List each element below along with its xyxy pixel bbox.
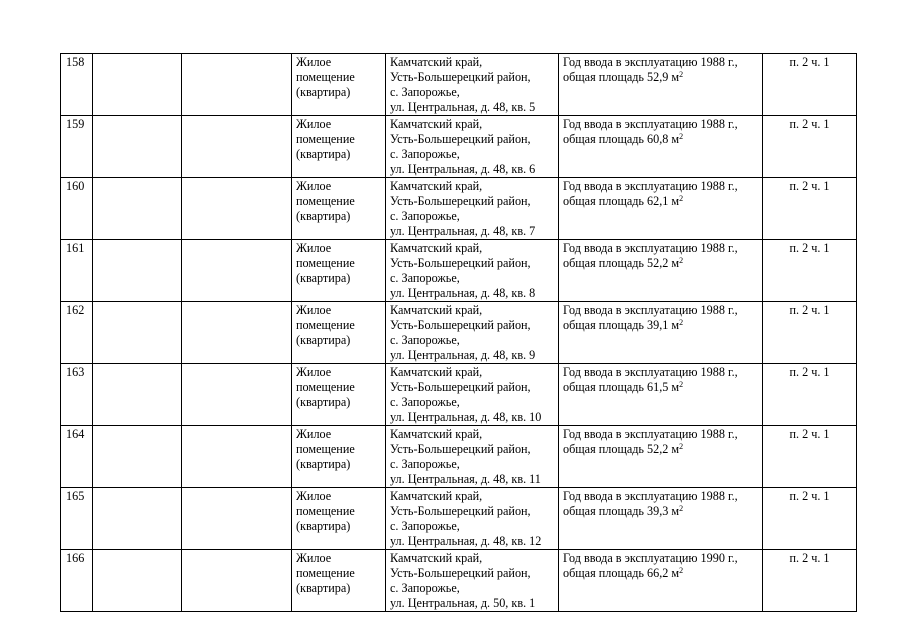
description-cell [559, 178, 763, 240]
area-unit-superscript: 2 [679, 318, 684, 327]
area-line [563, 566, 758, 581]
description-line: Год ввода в эксплуатацию 1990 г., [563, 551, 738, 565]
address-line: Усть-Большерецкий район, [390, 194, 531, 208]
description-cell [559, 240, 763, 302]
empty-cell [93, 178, 182, 240]
address-cell [386, 488, 559, 550]
property-type-line: Жилое [296, 55, 332, 69]
address-line: Усть-Большерецкий район, [390, 132, 531, 146]
property-registry-table [60, 53, 857, 612]
address-line: с. Запорожье, [390, 85, 460, 99]
property-type-line: (квартира) [296, 209, 351, 223]
description-cell [559, 302, 763, 364]
property-type-line: помещение [296, 132, 355, 146]
description-line: Год ввода в эксплуатацию 1988 г., [563, 179, 738, 193]
address-cell [386, 550, 559, 612]
area-text: общая площадь 52,2 м [563, 442, 680, 456]
address-line: с. Запорожье, [390, 271, 460, 285]
description-line: Год ввода в эксплуатацию 1988 г., [563, 427, 738, 441]
table-row [61, 488, 857, 550]
area-line [563, 194, 758, 209]
table-row [61, 54, 857, 116]
property-type-line: (квартира) [296, 581, 351, 595]
row-number-cell: 163 [61, 364, 93, 426]
table-row [61, 240, 857, 302]
row-number-cell: 166 [61, 550, 93, 612]
legal-basis-cell: п. 2 ч. 1 [763, 364, 857, 426]
empty-cell [182, 426, 292, 488]
address-line: ул. Центральная, д. 48, кв. 6 [390, 162, 536, 176]
address-line: Камчатский край, [390, 551, 483, 565]
property-type-cell [292, 240, 386, 302]
legal-basis-cell: п. 2 ч. 1 [763, 550, 857, 612]
area-text: общая площадь 61,5 м [563, 380, 680, 394]
area-text: общая площадь 62,1 м [563, 194, 680, 208]
property-type-line: помещение [296, 504, 355, 518]
address-cell [386, 178, 559, 240]
area-unit-superscript: 2 [679, 504, 684, 513]
empty-cell [182, 116, 292, 178]
empty-cell [93, 550, 182, 612]
address-line: ул. Центральная, д. 48, кв. 7 [390, 224, 536, 238]
address-cell [386, 302, 559, 364]
property-type-line: помещение [296, 318, 355, 332]
address-line: ул. Центральная, д. 48, кв. 11 [390, 472, 541, 486]
address-line: Усть-Большерецкий район, [390, 504, 531, 518]
address-line: с. Запорожье, [390, 457, 460, 471]
legal-basis-cell: п. 2 ч. 1 [763, 54, 857, 116]
property-type-line: Жилое [296, 117, 332, 131]
address-cell [386, 364, 559, 426]
registry-table-body [61, 54, 857, 612]
row-number-cell: 164 [61, 426, 93, 488]
property-type-line: Жилое [296, 365, 332, 379]
address-line: с. Запорожье, [390, 581, 460, 595]
address-cell [386, 116, 559, 178]
empty-cell [182, 240, 292, 302]
row-number-cell: 165 [61, 488, 93, 550]
area-text: общая площадь 52,9 м [563, 70, 680, 84]
property-type-line: (квартира) [296, 85, 351, 99]
property-type-line: (квартира) [296, 519, 351, 533]
table-row [61, 426, 857, 488]
table-row [61, 364, 857, 426]
legal-basis-cell: п. 2 ч. 1 [763, 178, 857, 240]
address-line: с. Запорожье, [390, 333, 460, 347]
empty-cell [93, 54, 182, 116]
description-line: Год ввода в эксплуатацию 1988 г., [563, 241, 738, 255]
empty-cell [93, 488, 182, 550]
address-line: Камчатский край, [390, 489, 483, 503]
empty-cell [93, 364, 182, 426]
row-number-cell: 160 [61, 178, 93, 240]
address-line: ул. Центральная, д. 48, кв. 12 [390, 534, 542, 548]
description-cell [559, 550, 763, 612]
area-unit-superscript: 2 [679, 132, 684, 141]
empty-cell [93, 240, 182, 302]
property-type-line: Жилое [296, 427, 332, 441]
description-cell [559, 364, 763, 426]
empty-cell [182, 54, 292, 116]
property-type-line: Жилое [296, 303, 332, 317]
address-line: ул. Центральная, д. 48, кв. 10 [390, 410, 542, 424]
area-line [563, 70, 758, 85]
address-line: с. Запорожье, [390, 147, 460, 161]
property-type-line: (квартира) [296, 271, 351, 285]
row-number-cell: 162 [61, 302, 93, 364]
address-line: Камчатский край, [390, 303, 483, 317]
address-line: Усть-Большерецкий район, [390, 442, 531, 456]
description-cell [559, 116, 763, 178]
legal-basis-cell: п. 2 ч. 1 [763, 116, 857, 178]
empty-cell [182, 302, 292, 364]
property-type-line: помещение [296, 442, 355, 456]
empty-cell [182, 550, 292, 612]
area-line [563, 132, 758, 147]
property-type-line: помещение [296, 380, 355, 394]
area-line [563, 318, 758, 333]
property-type-line: Жилое [296, 241, 332, 255]
address-line: Камчатский край, [390, 365, 483, 379]
property-type-cell [292, 178, 386, 240]
area-unit-superscript: 2 [679, 442, 684, 451]
property-type-cell [292, 54, 386, 116]
empty-cell [93, 302, 182, 364]
property-type-cell [292, 550, 386, 612]
address-line: Камчатский край, [390, 427, 483, 441]
area-text: общая площадь 39,1 м [563, 318, 680, 332]
row-number-cell: 158 [61, 54, 93, 116]
legal-basis-cell: п. 2 ч. 1 [763, 240, 857, 302]
legal-basis-cell: п. 2 ч. 1 [763, 426, 857, 488]
table-row [61, 116, 857, 178]
address-line: Камчатский край, [390, 117, 483, 131]
property-type-line: Жилое [296, 551, 332, 565]
property-type-cell [292, 302, 386, 364]
row-number-cell: 161 [61, 240, 93, 302]
address-line: с. Запорожье, [390, 209, 460, 223]
description-line: Год ввода в эксплуатацию 1988 г., [563, 489, 738, 503]
address-line: ул. Центральная, д. 48, кв. 8 [390, 286, 536, 300]
area-unit-superscript: 2 [679, 194, 684, 203]
area-unit-superscript: 2 [679, 256, 684, 265]
property-type-line: помещение [296, 256, 355, 270]
description-line: Год ввода в эксплуатацию 1988 г., [563, 303, 738, 317]
empty-cell [182, 364, 292, 426]
empty-cell [182, 488, 292, 550]
address-line: ул. Центральная, д. 48, кв. 9 [390, 348, 536, 362]
area-unit-superscript: 2 [679, 380, 684, 389]
area-text: общая площадь 52,2 м [563, 256, 680, 270]
address-line: ул. Центральная, д. 50, кв. 1 [390, 596, 536, 610]
area-text: общая площадь 66,2 м [563, 566, 680, 580]
description-line: Год ввода в эксплуатацию 1988 г., [563, 117, 738, 131]
property-type-cell [292, 488, 386, 550]
address-line: Камчатский край, [390, 241, 483, 255]
address-line: с. Запорожье, [390, 395, 460, 409]
property-type-line: Жилое [296, 489, 332, 503]
legal-basis-cell: п. 2 ч. 1 [763, 302, 857, 364]
address-line: ул. Центральная, д. 48, кв. 5 [390, 100, 536, 114]
address-cell [386, 240, 559, 302]
property-type-line: Жилое [296, 179, 332, 193]
description-cell [559, 54, 763, 116]
property-type-line: помещение [296, 194, 355, 208]
area-line [563, 442, 758, 457]
property-type-cell [292, 116, 386, 178]
area-line [563, 380, 758, 395]
area-text: общая площадь 60,8 м [563, 132, 680, 146]
address-line: Усть-Большерецкий район, [390, 256, 531, 270]
legal-basis-cell: п. 2 ч. 1 [763, 488, 857, 550]
property-type-line: помещение [296, 70, 355, 84]
property-type-line: (квартира) [296, 395, 351, 409]
address-line: Усть-Большерецкий район, [390, 380, 531, 394]
address-line: Камчатский край, [390, 179, 483, 193]
address-cell [386, 54, 559, 116]
area-line [563, 504, 758, 519]
address-line: Усть-Большерецкий район, [390, 318, 531, 332]
property-type-cell [292, 364, 386, 426]
address-line: Усть-Большерецкий район, [390, 70, 531, 84]
property-type-line: (квартира) [296, 457, 351, 471]
empty-cell [182, 178, 292, 240]
empty-cell [93, 116, 182, 178]
address-cell [386, 426, 559, 488]
property-type-cell [292, 426, 386, 488]
description-cell [559, 488, 763, 550]
area-unit-superscript: 2 [679, 566, 684, 575]
table-row [61, 550, 857, 612]
address-line: Камчатский край, [390, 55, 483, 69]
address-line: с. Запорожье, [390, 519, 460, 533]
area-line [563, 256, 758, 271]
empty-cell [93, 426, 182, 488]
description-line: Год ввода в эксплуатацию 1988 г., [563, 365, 738, 379]
table-row [61, 178, 857, 240]
description-line: Год ввода в эксплуатацию 1988 г., [563, 55, 738, 69]
table-row [61, 302, 857, 364]
property-type-line: помещение [296, 566, 355, 580]
property-type-line: (квартира) [296, 333, 351, 347]
area-text: общая площадь 39,3 м [563, 504, 680, 518]
row-number-cell: 159 [61, 116, 93, 178]
area-unit-superscript: 2 [679, 70, 684, 79]
property-type-line: (квартира) [296, 147, 351, 161]
address-line: Усть-Большерецкий район, [390, 566, 531, 580]
description-cell [559, 426, 763, 488]
